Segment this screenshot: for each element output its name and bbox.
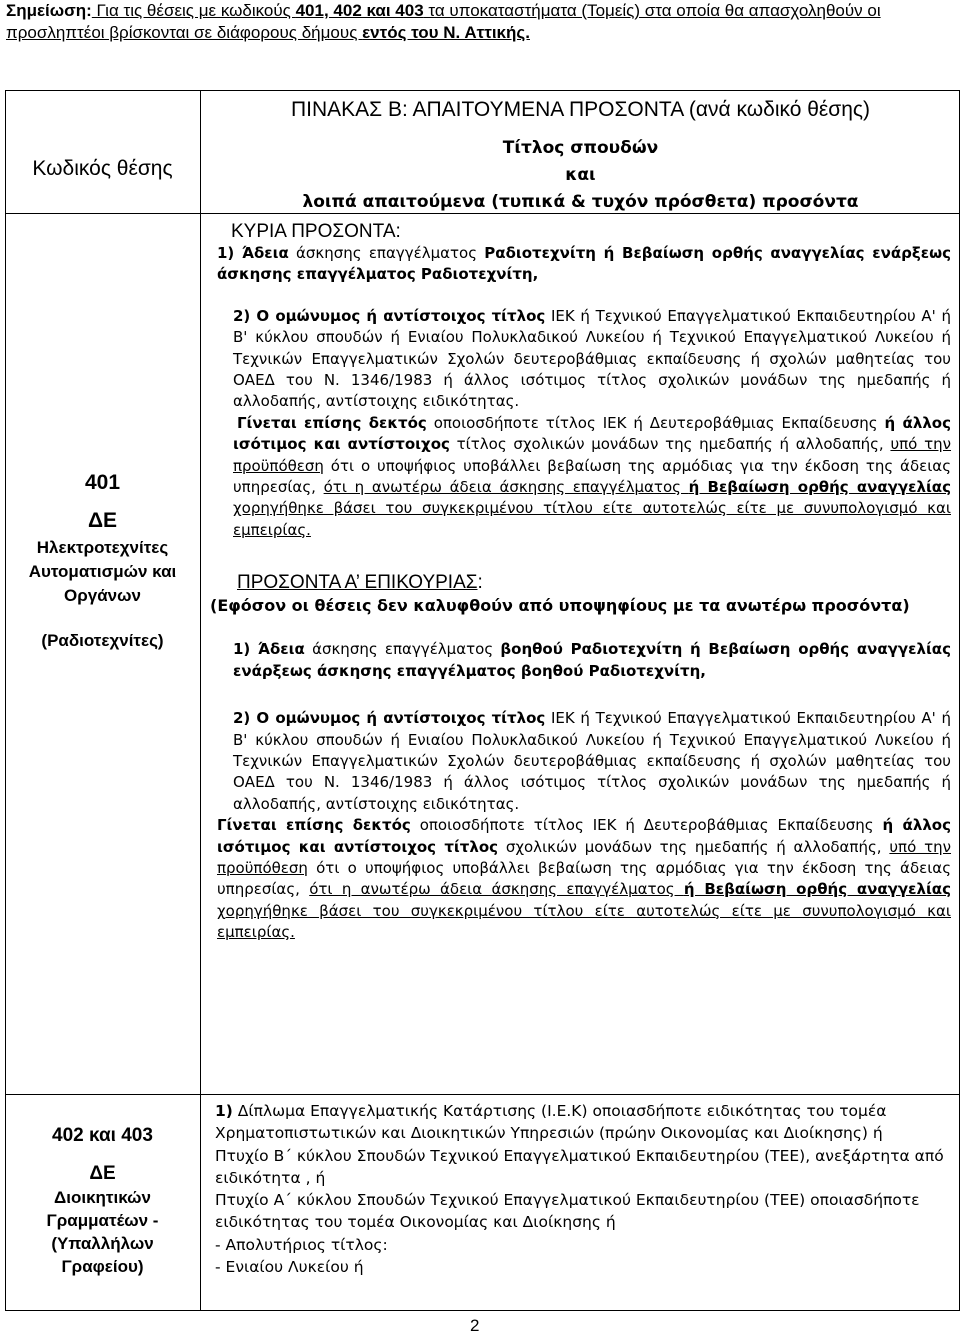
position-level: ΔΕ (87, 509, 118, 532)
position-code: 401 (84, 471, 121, 494)
qualification-3: Πτυχίο Α΄ κύκλου Σπουδών Τεχνικού Επαγγελματικού Εκπαιδευτηρίου (ΤΕΕ) οποιασδήποτε ειδικότητας του τομέα Οικονομίας και Διοίκησης ή (215, 1191, 920, 1232)
position-code: 402 και 403 (52, 1125, 153, 1146)
auxiliary-note: (Εφόσον οι θέσεις δεν καλυφθούν από υποψηφίους με τα ανωτέρω προσόντα) (210, 596, 910, 616)
column-divider (200, 90, 201, 1311)
main-qualifications-heading: ΚΥΡΙΑ ΠΡΟΣΟΝΤΑ: (231, 221, 401, 242)
table-title: ΠΙΝΑΚΑΣ Β: ΑΠΑΙΤΟΥΜΕΝΑ ΠΡΟΣΟΝΤΑ (ανά κωδικό θέσης) (290, 98, 871, 121)
requirements-table (5, 90, 960, 1311)
main-qualification-accepted: Γίνεται επίσης δεκτός οποιοσδήποτε τίτλος ΙΕΚ ή Δευτεροβάθμιας Εκπαίδευσης ή άλλος ισότιμος και αντίστοιχος τίτλος σχολικών μονάδων της ημεδαπής ή αλλοδαπής, υπό την προϋπόθεση ότι ο υποψήφιος υποβάλλει βεβαίωση της αρμόδιας για την έκδοση της άδειας υπηρεσίας, ότι η ανωτέρω άδεια άσκησης επαγγέλματος ή Βεβαίωση ορθής αναγγελίας χορηγήθηκε βάσει του συγκεκριμένου τίτλου είτε αυτοτελώς είτε με συνυπολογισμό και εμπειρίας. (233, 413, 952, 539)
table-subtitle: Τίτλος σπουδών και λοιπά απαιτούμενα (τυπικά & τυχόν πρόσθετα) προσόντα (302, 138, 859, 212)
page-number: 2 (470, 1316, 480, 1335)
position-402-qualifications (215, 1100, 951, 1278)
qualification-1: 1) Δίπλωμα Επαγγελματικής Κατάρτισης (Ι.Ε.Κ) οποιασδήποτε ειδικότητας του τομέα Χρηματοπιστωτικών και Διοικητικών Υπηρεσιών (πρώην Οικονομίας και Διοίκησης) ή (215, 1102, 887, 1143)
qualification-2: Πτυχίο Β΄ κύκλου Σπουδών Τεχνικού Επαγγελματικού Εκπαιδευτηρίου (ΤΕΕ), ανεξάρτητα από ειδικότητα , ή (215, 1146, 944, 1187)
qualification-4: - Απολυτήριος τίτλος: (215, 1235, 388, 1254)
position-401: 401 ΔΕ Ηλεκτροτεχνίτες Αυτοματισμών και Οργάνων (Ραδιοτεχνίτες) (5, 470, 200, 653)
auxiliary-qualification-2: 2) Ο ομώνυμος ή αντίστοιχος τίτλος ΙΕΚ ή Τεχνικού Επαγγελματικού Εκπαιδευτηρίου Α' ή Β' κύκλου σπουδών ή Ενιαίου Πολυκλαδικού Λυκείου ή Τεχνικού Επαγγελματικού Λυκείου ή Τεχνικών Επαγγελματικών Σχολών δευτεροβάθμιας εκπαίδευσης ή σχολών μαθητείας του ΟΑΕΔ του Ν. 1346/1983 ή άλλος ισότιμος τίτλος σχολικών μονάδων της ημεδαπής ή αλλοδαπής, αντίστοιχης ειδικότητας. (233, 709, 951, 813)
position-401-qualifications (210, 220, 952, 944)
qualification-5: - Ενιαίου Λυκείου ή (215, 1258, 364, 1277)
row-divider (5, 1094, 960, 1095)
position-level: ΔΕ (89, 1163, 116, 1184)
auxiliary-qualifications-heading: ΠΡΟΣΟΝΤΑ Α’ ΕΠΙΚΟΥΡΙΑΣ: (237, 572, 483, 594)
auxiliary-qualification-accepted: Γίνεται επίσης δεκτός οποιοσδήποτε τίτλος ΙΕΚ ή Δευτεροβάθμιας Εκπαίδευσης ή άλλος ισότιμος και αντίστοιχος τίτλος σχολικών μονάδων της ημεδαπής ή αλλοδαπής, υπό την προϋπόθεση ότι ο υποψήφιος υποβάλλει βεβαίωση της αρμόδιας για την έκδοση της άδειας υπηρεσίας, ότι η ανωτέρω άδεια άσκησης επαγγέλματος ή Βεβαίωση ορθής αναγγελίας χορηγήθηκε βάσει του συγκεκριμένου τίτλου είτε αυτοτελώς είτε με συνυπολογισμό και εμπειρίας. (217, 816, 952, 942)
auxiliary-qualification-1: 1) Άδεια άσκησης επαγγέλματος βοηθού Ραδιοτεχνίτη ή Βεβαίωση ορθής αναγγελίας ενάρξεως άσκησης επαγγέλματος βοηθού Ραδιοτεχνίτη, (233, 640, 952, 680)
note: Σημείωση: Για τις θέσεις με κωδικούς 401, 402 και 403 τα υποκαταστήματα (Τομείς) στα οποία θα απασχοληθούν οι προσληπτέοι βρίσκονται σε διάφορους δήμους εντός του Ν. Αττικής. (6, 1, 881, 42)
main-qualification-1: 1) Άδεια άσκησης επαγγέλματος Ραδιοτεχνίτη ή Βεβαίωση ορθής αναγγελίας ενάρξεως άσκησης επαγγέλματος Ραδιοτεχνίτη, (217, 244, 952, 284)
note-label: Σημείωση: (6, 1, 92, 20)
main-qualification-2: 2) Ο ομώνυμος ή αντίστοιχος τίτλος ΙΕΚ ή Τεχνικού Επαγγελματικού Εκπαιδευτηρίου Α' ή Β' κύκλου σπουδών ή Ενιαίου Πολυκλαδικού Λυκείου ή Τεχνικού Επαγγελματικού Λυκείου ή Τεχνικών Επαγγελματικών Σχολών δευτεροβάθμιας εκπαίδευσης ή σχολών μαθητείας του ΟΑΕΔ του Ν. 1346/1983 ή άλλος ισότιμος τίτλος σχολικών μονάδων της ημεδαπής ή αλλοδαπής, αντίστοιχης ειδικότητας. (233, 306, 951, 411)
position-402-403: 402 και 403 ΔΕ Διοικητικών Γραμματέων - (Υπαλλήλων Γραφείου) (5, 1124, 200, 1278)
header-code: Κωδικός θέσης (32, 157, 173, 180)
